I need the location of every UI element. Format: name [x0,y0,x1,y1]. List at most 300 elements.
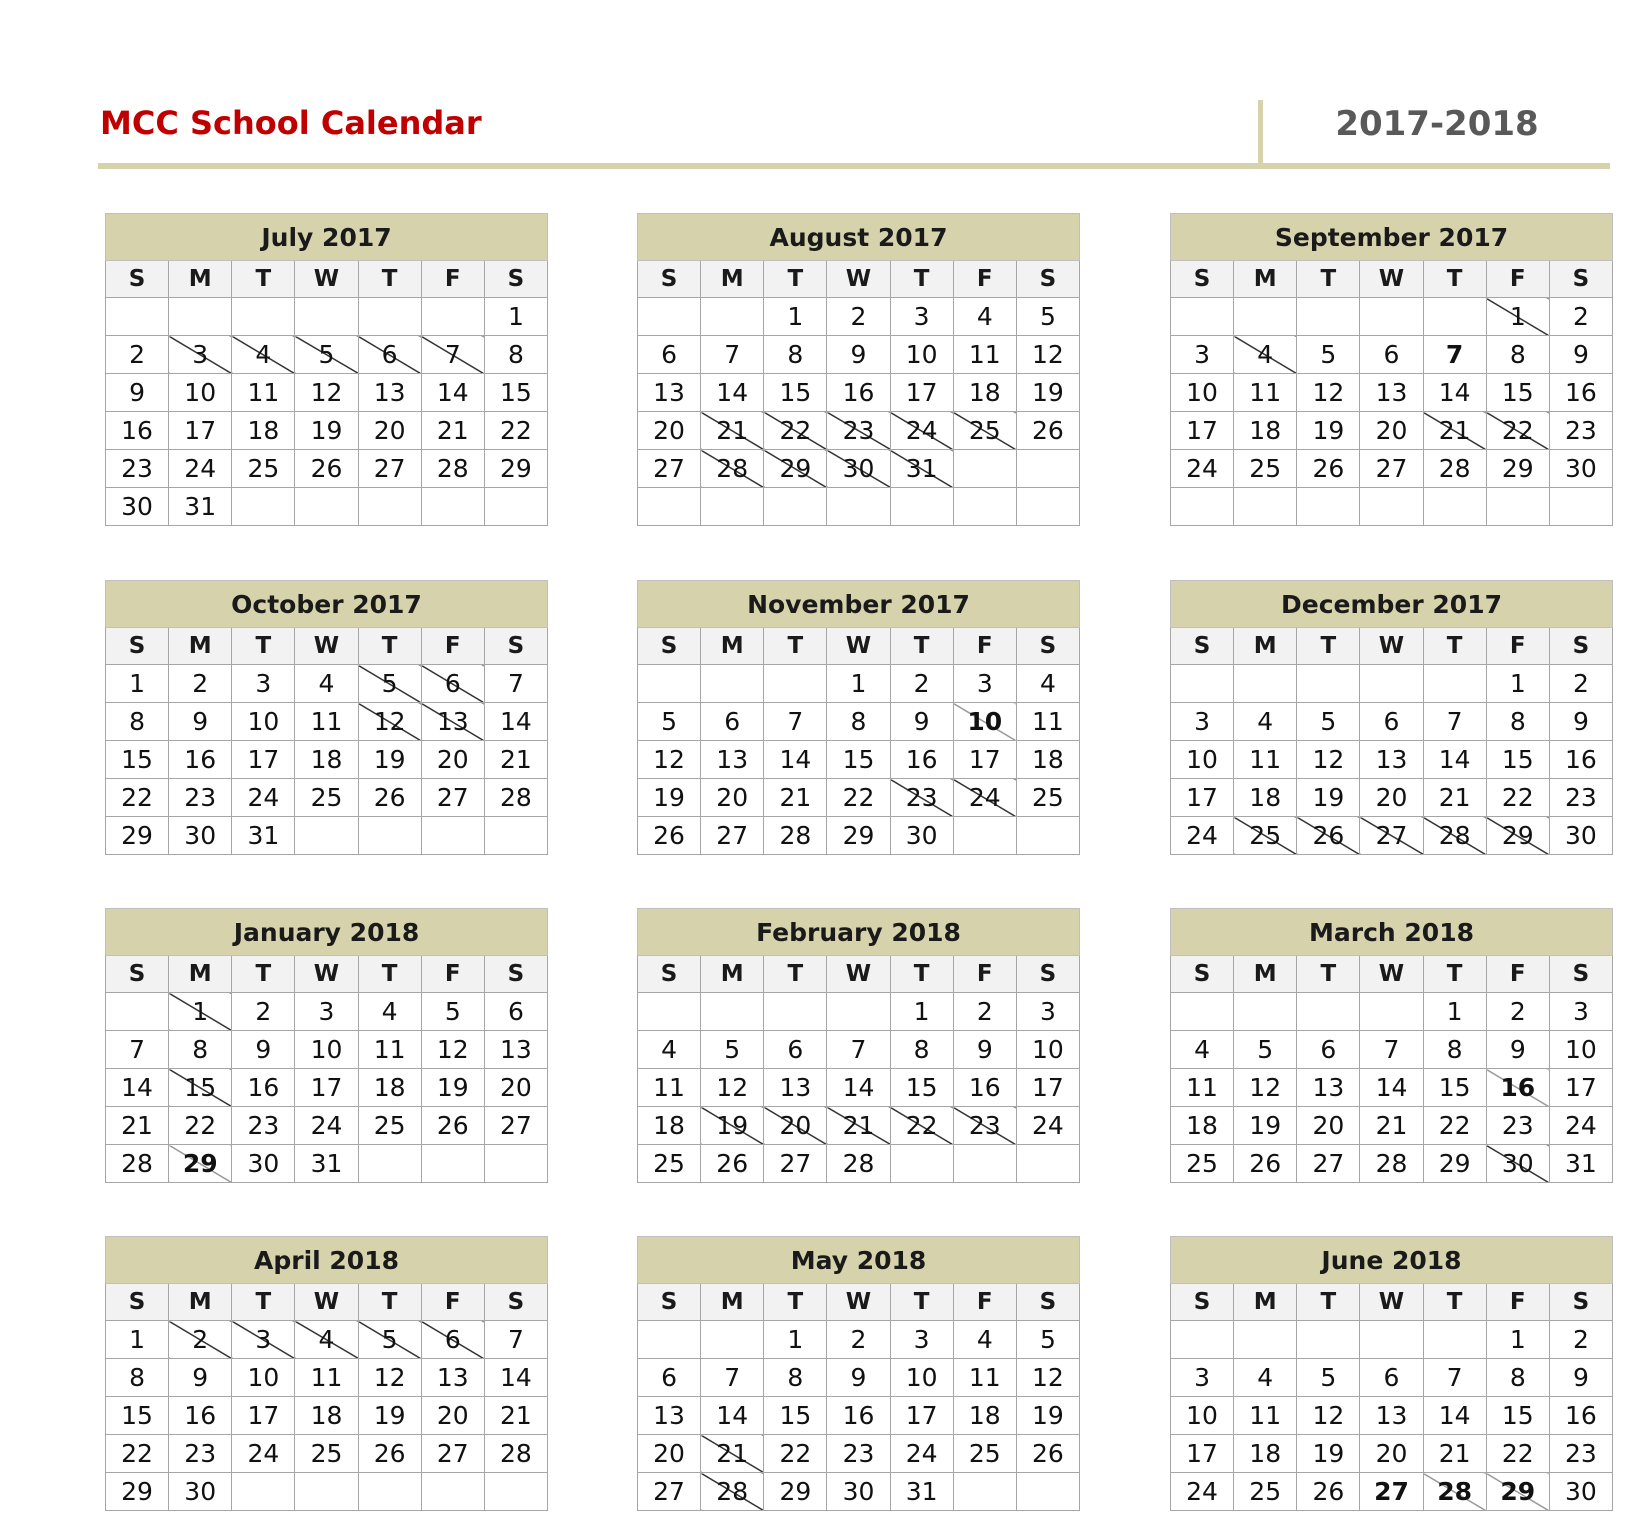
day-cell: 17 [890,1397,953,1435]
empty-cell [1234,298,1297,336]
day-cell: 13 [764,1069,827,1107]
day-cell: 22 [890,1107,953,1145]
empty-cell [1016,488,1079,526]
empty-cell [1360,298,1423,336]
day-cell: 29 [1486,450,1549,488]
day-cell: 2 [169,665,232,703]
day-cell: 20 [638,412,701,450]
empty-cell [484,1145,547,1183]
day-cell: 12 [1297,741,1360,779]
day-cell: 8 [827,703,890,741]
day-cell: 11 [1171,1069,1234,1107]
weekday-header: M [701,628,764,665]
day-cell: 4 [1234,336,1297,374]
day-cell: 16 [232,1069,295,1107]
day-cell: 11 [1234,374,1297,412]
day-cell: 31 [890,450,953,488]
day-cell: 14 [701,1397,764,1435]
day-cell: 25 [358,1107,421,1145]
day-cell: 17 [232,1397,295,1435]
day-cell: 3 [1016,993,1079,1031]
day-cell: 7 [1423,1359,1486,1397]
day-cell: 18 [1234,779,1297,817]
day-cell: 21 [1423,1435,1486,1473]
day-cell: 31 [169,488,232,526]
weekday-header: W [1360,261,1423,298]
day-cell: 20 [484,1069,547,1107]
day-cell: 6 [638,1359,701,1397]
empty-cell [1360,488,1423,526]
day-cell: 26 [358,1435,421,1473]
weekday-header: W [295,956,358,993]
day-cell: 1 [169,993,232,1031]
empty-cell [1234,665,1297,703]
empty-cell [1171,665,1234,703]
day-cell: 8 [1486,1359,1549,1397]
day-cell: 4 [1234,1359,1297,1397]
weekday-header: T [232,956,295,993]
weekday-header: W [827,1284,890,1321]
day-cell: 20 [764,1107,827,1145]
day-cell: 10 [1016,1031,1079,1069]
day-cell: 1 [764,1321,827,1359]
day-cell: 29 [484,450,547,488]
day-cell: 15 [764,374,827,412]
day-cell: 16 [827,374,890,412]
day-cell: 17 [890,374,953,412]
day-cell: 2 [1549,665,1612,703]
weekday-header: T [358,261,421,298]
weekday-header: M [701,956,764,993]
day-cell: 19 [1016,1397,1079,1435]
empty-cell [827,993,890,1031]
day-cell: 13 [358,374,421,412]
weekday-header: S [638,261,701,298]
day-cell: 11 [1016,703,1079,741]
empty-cell [421,1473,484,1511]
day-cell: 30 [827,450,890,488]
day-cell: 12 [1234,1069,1297,1107]
day-cell: 2 [232,993,295,1031]
empty-cell [421,298,484,336]
weekday-header: M [701,261,764,298]
month-title: December 2017 [1171,581,1613,628]
day-cell: 21 [764,779,827,817]
day-cell: 20 [421,1397,484,1435]
day-cell: 21 [484,1397,547,1435]
day-cell: 21 [484,741,547,779]
day-cell: 29 [827,817,890,855]
day-cell: 5 [358,1321,421,1359]
day-cell: 27 [484,1107,547,1145]
weekday-header: F [421,628,484,665]
day-cell: 14 [421,374,484,412]
day-cell: 6 [1297,1031,1360,1069]
empty-cell [1171,488,1234,526]
day-cell: 3 [232,665,295,703]
day-cell: 16 [1486,1069,1549,1107]
day-cell: 19 [638,779,701,817]
day-cell: 30 [106,488,169,526]
day-cell: 21 [106,1107,169,1145]
day-cell: 5 [1016,298,1079,336]
day-cell: 10 [295,1031,358,1069]
weekday-header: S [1171,1284,1234,1321]
day-cell: 31 [1549,1145,1612,1183]
day-cell: 15 [1486,741,1549,779]
day-cell: 10 [890,1359,953,1397]
day-cell: 8 [1486,703,1549,741]
day-cell: 24 [953,779,1016,817]
day-cell: 17 [953,741,1016,779]
day-cell: 22 [827,779,890,817]
day-cell: 14 [827,1069,890,1107]
day-cell: 25 [232,450,295,488]
day-cell: 2 [827,298,890,336]
empty-cell [484,1473,547,1511]
weekday-header: S [106,628,169,665]
weekday-header: S [484,1284,547,1321]
empty-cell [1360,1321,1423,1359]
day-cell: 17 [1171,779,1234,817]
empty-cell [421,1145,484,1183]
weekday-header: T [358,956,421,993]
day-cell: 2 [1549,1321,1612,1359]
empty-cell [295,817,358,855]
day-cell: 23 [1549,1435,1612,1473]
weekday-header: T [358,1284,421,1321]
weekday-header: M [1234,956,1297,993]
day-cell: 3 [890,298,953,336]
weekday-header: S [106,1284,169,1321]
day-cell: 3 [1171,1359,1234,1397]
weekday-header: S [638,956,701,993]
weekday-header: S [1016,261,1079,298]
day-cell: 5 [1016,1321,1079,1359]
empty-cell [1234,488,1297,526]
weekday-header: F [421,1284,484,1321]
month-title: February 2018 [638,909,1080,956]
day-cell: 28 [484,1435,547,1473]
weekday-header: T [232,1284,295,1321]
day-cell: 4 [1171,1031,1234,1069]
day-cell: 24 [890,412,953,450]
day-cell: 9 [1549,336,1612,374]
empty-cell [421,817,484,855]
day-cell: 15 [106,741,169,779]
empty-cell [1297,993,1360,1031]
day-cell: 23 [890,779,953,817]
day-cell: 4 [638,1031,701,1069]
day-cell: 15 [1423,1069,1486,1107]
weekday-header: M [1234,628,1297,665]
empty-cell [1423,488,1486,526]
day-cell: 19 [358,741,421,779]
day-cell: 7 [484,1321,547,1359]
day-cell: 6 [484,993,547,1031]
day-cell: 31 [890,1473,953,1511]
day-cell: 2 [953,993,1016,1031]
day-cell: 12 [701,1069,764,1107]
day-cell: 23 [827,412,890,450]
day-cell: 28 [1423,1473,1486,1511]
day-cell: 28 [827,1145,890,1183]
day-cell: 26 [1297,817,1360,855]
school-year: 2017-2018 [1335,104,1539,144]
day-cell: 27 [421,1435,484,1473]
day-cell: 6 [1360,336,1423,374]
day-cell: 15 [106,1397,169,1435]
day-cell: 5 [1297,703,1360,741]
day-cell: 9 [1549,703,1612,741]
day-cell: 22 [764,412,827,450]
weekday-header: M [1234,1284,1297,1321]
day-cell: 23 [106,450,169,488]
day-cell: 28 [701,450,764,488]
month-calendar [637,213,1080,526]
day-cell: 9 [169,1359,232,1397]
day-cell: 25 [1234,450,1297,488]
day-cell: 23 [1486,1107,1549,1145]
day-cell: 14 [1423,374,1486,412]
day-cell: 24 [1171,450,1234,488]
day-cell: 1 [106,1321,169,1359]
day-cell: 14 [106,1069,169,1107]
day-cell: 15 [827,741,890,779]
day-cell: 1 [890,993,953,1031]
empty-cell [953,817,1016,855]
day-cell: 19 [701,1107,764,1145]
day-cell: 2 [106,336,169,374]
day-cell: 6 [701,703,764,741]
day-cell: 16 [953,1069,1016,1107]
day-cell: 4 [953,1321,1016,1359]
empty-cell [953,450,1016,488]
day-cell: 1 [1423,993,1486,1031]
empty-cell [701,993,764,1031]
empty-cell [764,488,827,526]
weekday-header: S [1016,956,1079,993]
day-cell: 27 [1360,1473,1423,1511]
day-cell: 1 [1486,665,1549,703]
weekday-header: F [421,261,484,298]
month-title: April 2018 [106,1237,548,1284]
weekday-header: T [764,1284,827,1321]
day-cell: 12 [421,1031,484,1069]
day-cell: 21 [421,412,484,450]
weekday-header: M [169,628,232,665]
weekday-header: T [1423,1284,1486,1321]
day-cell: 30 [1549,1473,1612,1511]
weekday-header: S [484,261,547,298]
day-cell: 18 [953,1397,1016,1435]
day-cell: 13 [1360,1397,1423,1435]
day-cell: 6 [1360,703,1423,741]
empty-cell [1423,665,1486,703]
month-calendar [1170,1236,1613,1511]
day-cell: 9 [169,703,232,741]
day-cell: 1 [1486,1321,1549,1359]
day-cell: 26 [638,817,701,855]
month-title: October 2017 [106,581,548,628]
day-cell: 19 [358,1397,421,1435]
day-cell: 5 [358,665,421,703]
day-cell: 2 [827,1321,890,1359]
weekday-header: S [1549,956,1612,993]
month-title: November 2017 [638,581,1080,628]
day-cell: 31 [232,817,295,855]
day-cell: 29 [764,1473,827,1511]
day-cell: 13 [484,1031,547,1069]
day-cell: 9 [1549,1359,1612,1397]
day-cell: 30 [890,817,953,855]
day-cell: 27 [764,1145,827,1183]
weekday-header: M [1234,261,1297,298]
day-cell: 1 [764,298,827,336]
day-cell: 18 [358,1069,421,1107]
empty-cell [764,665,827,703]
day-cell: 5 [295,336,358,374]
day-cell: 9 [827,1359,890,1397]
weekday-header: F [953,1284,1016,1321]
day-cell: 18 [638,1107,701,1145]
weekday-header: W [295,628,358,665]
day-cell: 11 [1234,741,1297,779]
day-cell: 17 [1016,1069,1079,1107]
weekday-header: W [1360,1284,1423,1321]
empty-cell [1171,993,1234,1031]
day-cell: 22 [106,1435,169,1473]
day-cell: 3 [169,336,232,374]
day-cell: 8 [764,1359,827,1397]
weekday-header: W [827,628,890,665]
day-cell: 25 [295,779,358,817]
day-cell: 2 [1486,993,1549,1031]
empty-cell [1360,665,1423,703]
day-cell: 24 [1016,1107,1079,1145]
day-cell: 12 [358,1359,421,1397]
empty-cell [953,1473,1016,1511]
day-cell: 8 [106,1359,169,1397]
day-cell: 14 [1360,1069,1423,1107]
empty-cell [358,817,421,855]
day-cell: 13 [1297,1069,1360,1107]
weekday-header: F [1486,628,1549,665]
day-cell: 18 [232,412,295,450]
weekday-header: T [1297,956,1360,993]
month-calendar [105,213,548,526]
day-cell: 15 [169,1069,232,1107]
day-cell: 12 [1016,1359,1079,1397]
day-cell: 12 [638,741,701,779]
day-cell: 30 [827,1473,890,1511]
month-calendar [1170,580,1613,855]
day-cell: 28 [701,1473,764,1511]
day-cell: 18 [295,741,358,779]
day-cell: 25 [1234,817,1297,855]
day-cell: 26 [1234,1145,1297,1183]
weekday-header: S [638,1284,701,1321]
day-cell: 17 [295,1069,358,1107]
weekday-header: T [1297,628,1360,665]
empty-cell [701,488,764,526]
day-cell: 29 [106,817,169,855]
day-cell: 13 [1360,374,1423,412]
day-cell: 24 [232,1435,295,1473]
weekday-header: F [1486,956,1549,993]
weekday-header: T [1423,261,1486,298]
day-cell: 9 [953,1031,1016,1069]
day-cell: 19 [421,1069,484,1107]
day-cell: 8 [1486,336,1549,374]
empty-cell [1016,450,1079,488]
empty-cell [1171,1321,1234,1359]
empty-cell [1297,298,1360,336]
day-cell: 22 [764,1435,827,1473]
day-cell: 9 [232,1031,295,1069]
day-cell: 7 [106,1031,169,1069]
day-cell: 11 [953,1359,1016,1397]
weekday-header: S [1549,261,1612,298]
header-rule [98,163,1610,169]
empty-cell [638,1321,701,1359]
day-cell: 29 [1423,1145,1486,1183]
weekday-header: F [1486,261,1549,298]
day-cell: 28 [1423,450,1486,488]
day-cell: 25 [1234,1473,1297,1511]
empty-cell [701,298,764,336]
day-cell: 21 [1423,779,1486,817]
day-cell: 19 [1234,1107,1297,1145]
day-cell: 11 [358,1031,421,1069]
day-cell: 22 [1423,1107,1486,1145]
day-cell: 4 [232,336,295,374]
day-cell: 16 [827,1397,890,1435]
empty-cell [1297,488,1360,526]
empty-cell [484,488,547,526]
weekday-header: W [827,261,890,298]
day-cell: 7 [1423,703,1486,741]
day-cell: 17 [1549,1069,1612,1107]
day-cell: 29 [169,1145,232,1183]
day-cell: 14 [701,374,764,412]
day-cell: 12 [1297,1397,1360,1435]
day-cell: 17 [1171,412,1234,450]
day-cell: 30 [1549,817,1612,855]
empty-cell [358,1473,421,1511]
weekday-header: F [421,956,484,993]
day-cell: 21 [701,412,764,450]
weekday-header: M [169,956,232,993]
day-cell: 21 [701,1435,764,1473]
day-cell: 30 [1549,450,1612,488]
day-cell: 10 [232,1359,295,1397]
day-cell: 8 [1423,1031,1486,1069]
day-cell: 6 [358,336,421,374]
day-cell: 19 [1297,412,1360,450]
empty-cell [1297,1321,1360,1359]
empty-cell [1016,1473,1079,1511]
weekday-header: T [232,261,295,298]
weekday-header: T [764,956,827,993]
weekday-header: M [701,1284,764,1321]
empty-cell [1297,665,1360,703]
weekday-header: T [890,956,953,993]
empty-cell [701,665,764,703]
weekday-header: S [106,261,169,298]
day-cell: 17 [1171,1435,1234,1473]
day-cell: 2 [890,665,953,703]
